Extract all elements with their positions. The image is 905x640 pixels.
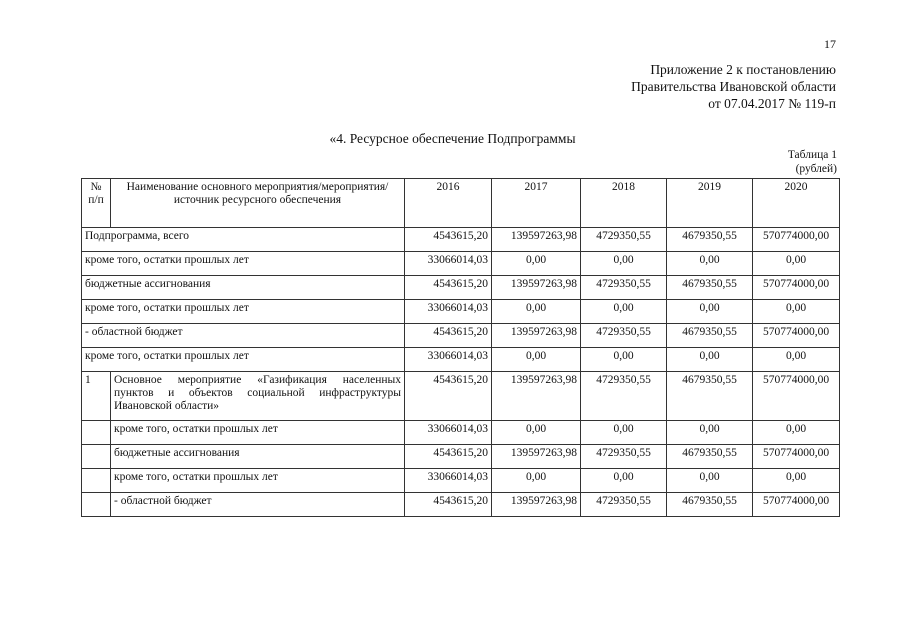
row-label: кроме того, остатки прошлых лет <box>111 421 405 445</box>
cell-2016: 4543615,20 <box>405 228 492 252</box>
document-title: «4. Ресурсное обеспечение Подпрограммы <box>329 131 576 146</box>
cell-2017: 139597263,98 <box>492 228 581 252</box>
cell-2019: 4679350,55 <box>667 228 753 252</box>
header-year-2018: 2018 <box>581 179 667 228</box>
table-row <box>82 228 840 252</box>
cell-2017: 139597263,98 <box>492 372 581 421</box>
header-num: № п/п <box>82 179 111 228</box>
cell-2017: 139597263,98 <box>492 445 581 469</box>
cell-2020: 0,00 <box>753 300 840 324</box>
cell-2016: 33066014,03 <box>405 421 492 445</box>
cell-2017: 0,00 <box>492 469 581 493</box>
cell-2016: 4543615,20 <box>405 445 492 469</box>
table-row <box>82 324 840 348</box>
measure-num: 1 <box>82 372 111 421</box>
cell-2020: 0,00 <box>753 469 840 493</box>
row-label: бюджетные ассигнования <box>111 445 405 469</box>
cell-2019: 4679350,55 <box>667 372 753 421</box>
cell-2018: 4729350,55 <box>581 324 667 348</box>
header-name: Наименование основного мероприятия/мероприятия/источник ресурсного обеспечения <box>111 179 405 228</box>
table-header-row <box>82 179 840 228</box>
appendix-line-3: от 07.04.2017 № 119-п <box>708 96 836 111</box>
cell-2016: 4543615,20 <box>405 493 492 517</box>
cell-2020: 0,00 <box>753 421 840 445</box>
cell-2019: 4679350,55 <box>667 445 753 469</box>
cell-2019: 0,00 <box>667 300 753 324</box>
cell-2018: 0,00 <box>581 348 667 372</box>
page-number: 17 <box>824 37 836 51</box>
cell-2019: 0,00 <box>667 252 753 276</box>
table-row <box>82 252 840 276</box>
resource-table <box>81 178 840 517</box>
cell-2016: 4543615,20 <box>405 324 492 348</box>
empty-num-cell <box>82 421 111 445</box>
cell-2019: 4679350,55 <box>667 493 753 517</box>
row-label: кроме того, остатки прошлых лет <box>111 469 405 493</box>
cell-2019: 4679350,55 <box>667 276 753 300</box>
header-year-2017: 2017 <box>492 179 581 228</box>
table-caption <box>788 148 837 176</box>
cell-2018: 0,00 <box>581 469 667 493</box>
appendix-note <box>631 61 836 112</box>
cell-2018: 4729350,55 <box>581 445 667 469</box>
cell-2016: 33066014,03 <box>405 300 492 324</box>
cell-2019: 0,00 <box>667 469 753 493</box>
cell-2017: 139597263,98 <box>492 276 581 300</box>
empty-num-cell <box>82 445 111 469</box>
table-number: Таблица 1 <box>787 149 837 161</box>
cell-2018: 4729350,55 <box>581 228 667 252</box>
table-row <box>82 276 840 300</box>
cell-2018: 4729350,55 <box>581 276 667 300</box>
table-row <box>82 348 840 372</box>
measure-row <box>82 372 840 421</box>
table-row <box>82 421 840 445</box>
header-year-2020: 2020 <box>753 179 840 228</box>
table-row <box>82 445 840 469</box>
cell-2016: 33066014,03 <box>405 252 492 276</box>
row-label: бюджетные ассигнования <box>82 276 405 300</box>
row-label: - областной бюджет <box>111 493 405 517</box>
header-year-2019: 2019 <box>667 179 753 228</box>
cell-2017: 0,00 <box>492 252 581 276</box>
cell-2020: 570774000,00 <box>753 324 840 348</box>
cell-2018: 0,00 <box>581 300 667 324</box>
empty-num-cell <box>82 469 111 493</box>
header-year-2016: 2016 <box>405 179 492 228</box>
cell-2020: 570774000,00 <box>753 372 840 421</box>
table-units: (рублей) <box>795 163 837 175</box>
cell-2016: 33066014,03 <box>405 469 492 493</box>
cell-2017: 139597263,98 <box>492 493 581 517</box>
cell-2019: 0,00 <box>667 348 753 372</box>
table-row <box>82 300 840 324</box>
empty-num-cell <box>82 493 111 517</box>
cell-2020: 0,00 <box>753 348 840 372</box>
cell-2017: 0,00 <box>492 348 581 372</box>
table-row <box>82 469 840 493</box>
table-row <box>82 493 840 517</box>
cell-2016: 4543615,20 <box>405 372 492 421</box>
cell-2020: 570774000,00 <box>753 276 840 300</box>
cell-2019: 0,00 <box>667 421 753 445</box>
row-label: кроме того, остатки прошлых лет <box>82 252 405 276</box>
cell-2017: 0,00 <box>492 300 581 324</box>
cell-2020: 570774000,00 <box>753 228 840 252</box>
cell-2017: 0,00 <box>492 421 581 445</box>
appendix-line-1: Приложение 2 к постановлению <box>650 62 836 77</box>
row-label: - областной бюджет <box>82 324 405 348</box>
cell-2016: 4543615,20 <box>405 276 492 300</box>
cell-2018: 4729350,55 <box>581 493 667 517</box>
cell-2020: 570774000,00 <box>753 445 840 469</box>
appendix-line-2: Правительства Ивановской области <box>631 79 836 94</box>
cell-2018: 0,00 <box>581 421 667 445</box>
cell-2020: 0,00 <box>753 252 840 276</box>
cell-2016: 33066014,03 <box>405 348 492 372</box>
cell-2018: 4729350,55 <box>581 372 667 421</box>
row-label: Подпрограмма, всего <box>82 228 405 252</box>
row-label: кроме того, остатки прошлых лет <box>82 300 405 324</box>
row-label: кроме того, остатки прошлых лет <box>82 348 405 372</box>
measure-label: Основное мероприятие «Газификация населенных пунктов и объектов социальной инфраструктуры Ивановской области» <box>111 372 405 421</box>
cell-2020: 570774000,00 <box>753 493 840 517</box>
cell-2019: 4679350,55 <box>667 324 753 348</box>
cell-2017: 139597263,98 <box>492 324 581 348</box>
cell-2018: 0,00 <box>581 252 667 276</box>
